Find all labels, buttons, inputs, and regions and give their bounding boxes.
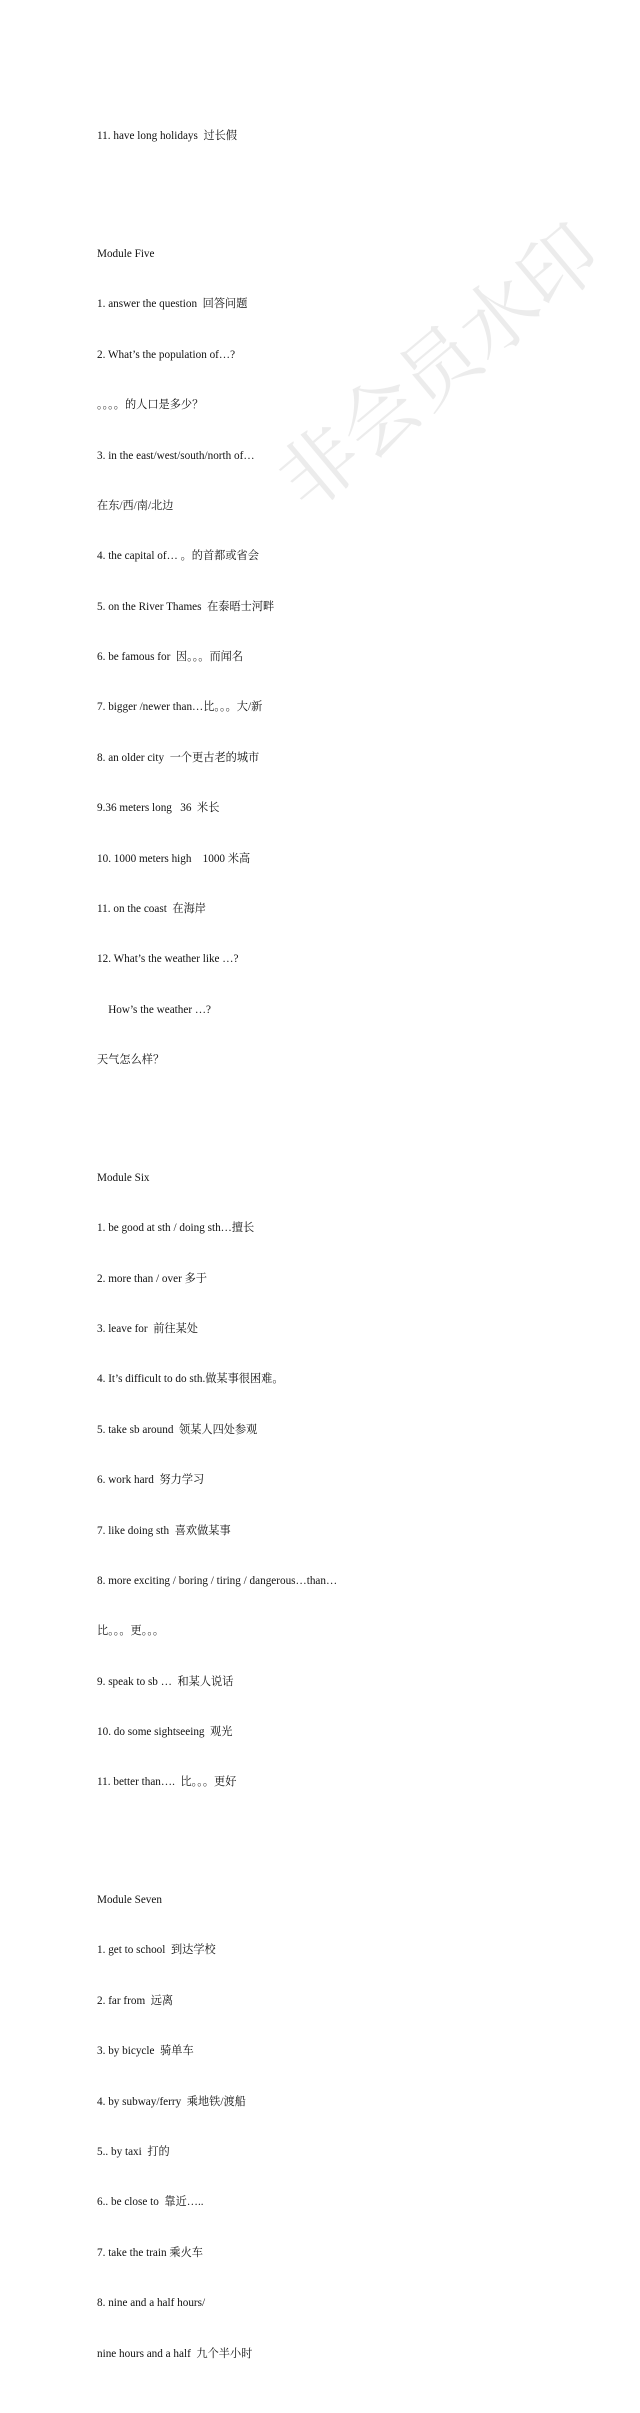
list-item: 在东/西/南/北边: [97, 499, 174, 512]
list-item: 1. answer the question 回答问题: [97, 298, 248, 311]
list-item: 11. better than…. 比。。。更好: [97, 1776, 237, 1789]
section-heading-module-six: Module Six: [97, 1171, 150, 1184]
list-item: 7. like doing sth 喜欢做某事: [97, 1524, 231, 1537]
list-item: 8. an older city 一个更古老的城市: [97, 751, 260, 764]
document-content: [97, 78, 567, 2413]
list-item: 9.36 meters long 36 米长: [97, 802, 220, 815]
list-item: 5. take sb around 领某人四处参观: [97, 1423, 258, 1436]
list-item: 7. take the train 乘火车: [97, 2246, 203, 2259]
list-item: 1. get to school 到达学校: [97, 1944, 216, 1957]
section-gap: [97, 1825, 567, 1842]
list-item: 8. nine and a half hours/: [97, 2297, 206, 2310]
list-item: How’s the weather …?: [97, 1003, 212, 1016]
list-item: 2. far from 远离: [97, 1994, 174, 2007]
watermark: 非会员水印: [261, 208, 619, 528]
list-item: 3. by bicycle 骑单车: [97, 2045, 194, 2058]
list-item: 12. What’s the weather like …?: [97, 953, 239, 966]
list-item: 4. It’s difficult to do sth.做某事很困难。: [97, 1373, 284, 1386]
list-item: 比。。。更。。。: [97, 1625, 165, 1638]
list-item: 11. have long holidays 过长假: [97, 130, 238, 143]
list-item: 6. be famous for 因。。。而闻名: [97, 651, 244, 664]
section-gap: [97, 179, 567, 196]
list-item: 7. bigger /newer than…比。。。大/新: [97, 701, 263, 714]
list-item: 10. do some sightseeing 观光: [97, 1726, 233, 1739]
list-item: 3. leave for 前往某处: [97, 1322, 198, 1335]
list-item: 2. more than / over 多于: [97, 1272, 207, 1285]
list-item: 5.. by taxi 打的: [97, 2146, 170, 2159]
list-item: 4. by subway/ferry 乘地铁/渡船: [97, 2095, 246, 2108]
list-item: 6.. be close to 靠近…..: [97, 2196, 204, 2209]
list-item: 10. 1000 meters high 1000 米高: [97, 852, 251, 865]
list-item: 3. in the east/west/south/north of…: [97, 449, 255, 462]
list-item: 。。。。的人口是多少？: [97, 399, 204, 412]
section-heading-module-five: Module Five: [97, 247, 155, 260]
list-item: 1. be good at sth / doing sth…擅长: [97, 1222, 255, 1235]
list-item: 4. the capital of… 。的首都或省会: [97, 550, 259, 563]
list-item: 11. on the coast 在海岸: [97, 903, 206, 916]
list-item: nine hours and a half 九个半小时: [97, 2347, 253, 2360]
list-item: 天气怎么样？: [97, 1054, 165, 1067]
list-item: 2. What’s the population of…?: [97, 348, 236, 361]
list-item: 5. on the River Thames 在泰晤士河畔: [97, 600, 275, 613]
section-gap: [97, 1103, 567, 1120]
section-heading-module-seven: Module Seven: [97, 1894, 162, 1907]
list-item: 8. more exciting / boring / tiring / dangerous…than…: [97, 1574, 338, 1587]
list-item: 6. work hard 努力学习: [97, 1474, 205, 1487]
list-item: 9. speak to sb … 和某人说话: [97, 1675, 234, 1688]
